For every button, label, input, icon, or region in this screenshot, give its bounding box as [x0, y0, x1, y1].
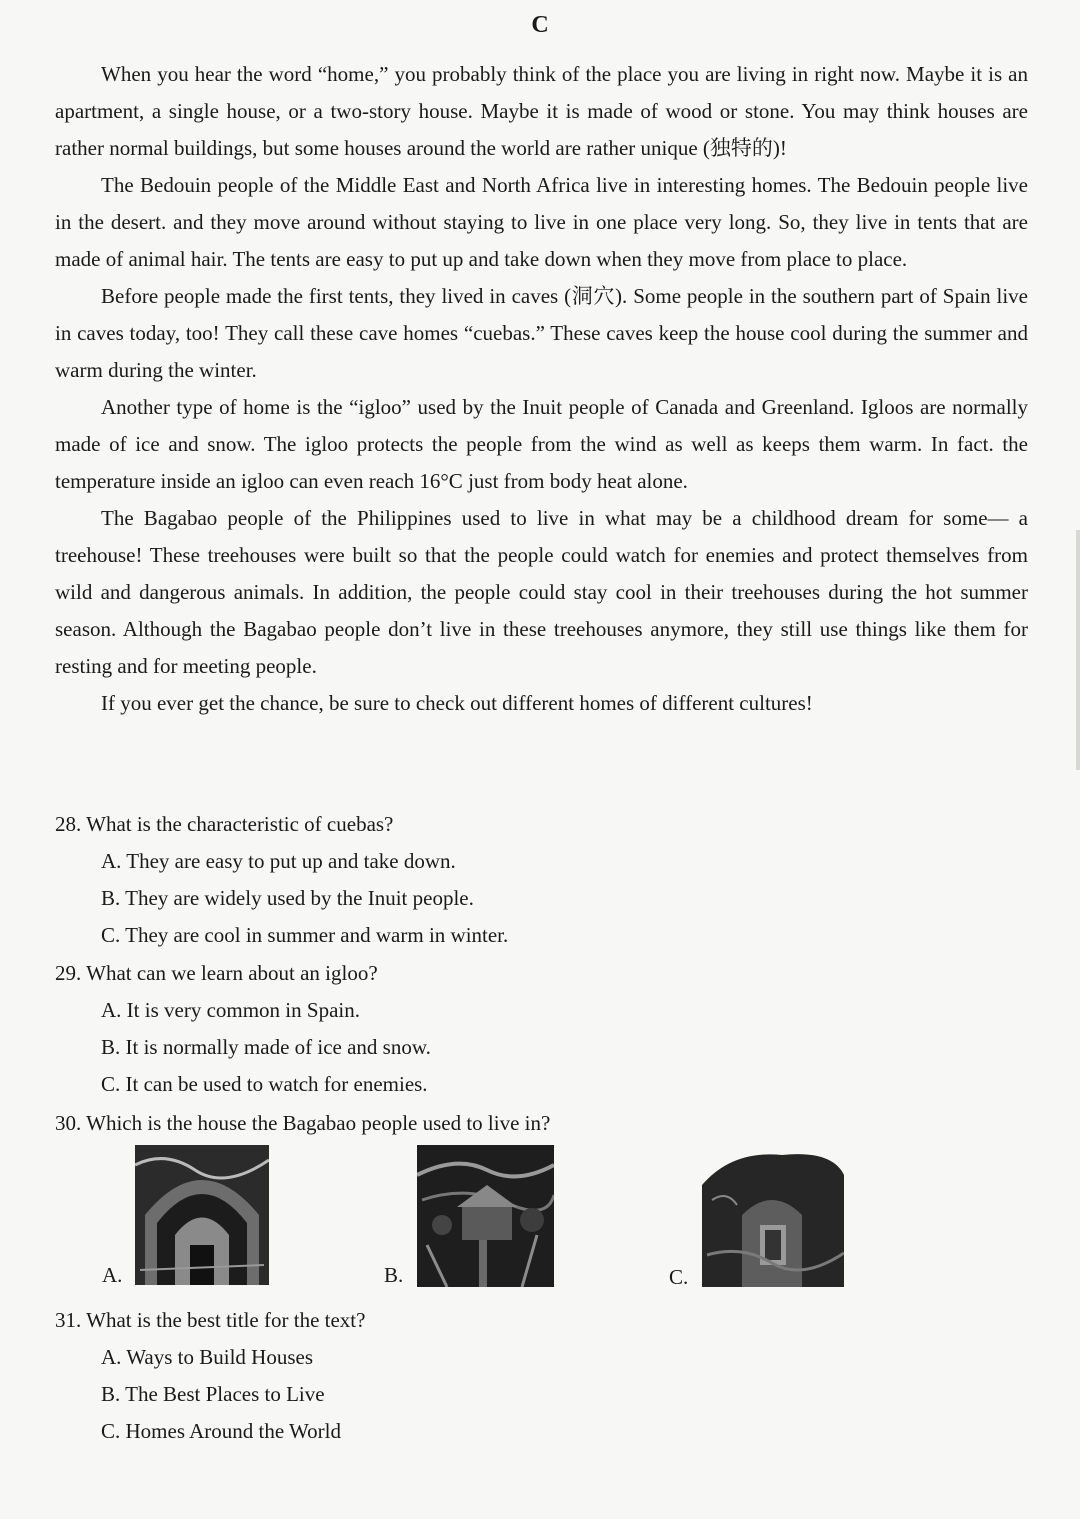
answer-option: B. The Best Places to Live — [101, 1382, 325, 1406]
passage-paragraph: When you hear the word “home,” you probably think of the place you are living in right now. Maybe it is an apartment, a single house, or a two-story house. Maybe it is made of wood or stone. You may think houses are rather normal buildings, but some houses around the world are rather unique (独特的)! — [55, 62, 1028, 160]
picture-label-a: A. — [102, 1263, 123, 1287]
page-edge-shadow — [1076, 530, 1080, 770]
answer-option: C. It can be used to watch for enemies. — [101, 1072, 428, 1096]
answer-option: A. It is very common in Spain. — [101, 998, 360, 1022]
passage-paragraph: The Bedouin people of the Middle East and North Africa live in interesting homes. The Bedouin people live in the desert. and they move around without staying to live in one place very long. So, they live in tents that are made of animal hair. The tents are easy to put up and take down when they move from place to place. — [55, 173, 1028, 271]
reading-passage — [55, 56, 1028, 722]
passage-paragraph: Another type of home is the “igloo” used by the Inuit people of Canada and Greenland. Igloos are normally made of ice and snow. The igloo protects the people from the wind as well as keeps them warm. In fact. the temperature inside an igloo can even reach 16°C just from body heat alone. — [55, 395, 1028, 493]
answer-option: C. Homes Around the World — [101, 1419, 341, 1443]
picture-c-cave-home — [702, 1145, 844, 1287]
picture-b-treehouse — [417, 1145, 554, 1287]
question-31 — [55, 1302, 1028, 1450]
answer-option: A. They are easy to put up and take down. — [101, 849, 456, 873]
passage-paragraph: If you ever get the chance, be sure to check out different homes of different cultures! — [101, 691, 813, 715]
picture-a-arched-hut — [135, 1145, 269, 1285]
answer-option: B. It is normally made of ice and snow. — [101, 1035, 431, 1059]
question-30 — [55, 1105, 1028, 1142]
passage-paragraph: Before people made the first tents, they lived in caves (洞穴). Some people in the southern part of Spain live in caves today, too! They call these cave homes “cuebas.” These caves keep the house cool during the summer and warm during the winter. — [55, 284, 1028, 382]
question-29 — [55, 955, 1028, 1103]
question-stem: 28. What is the characteristic of cuebas? — [55, 812, 394, 836]
question-stem: 31. What is the best title for the text? — [55, 1308, 366, 1332]
passage-paragraph: The Bagabao people of the Philippines used to live in what may be a childhood dream for some— a treehouse! These treehouses were built so that the people could watch for enemies and protect themselves from wild and dangerous animals. In addition, the people could stay cool in their treehouses during the hot summer season. Although the Bagabao people don’t live in these treehouses anymore, they still use things like them for resting and for meeting people. — [55, 506, 1028, 678]
answer-option: C. They are cool in summer and warm in winter. — [101, 923, 509, 947]
answer-option: A. Ways to Build Houses — [101, 1345, 314, 1369]
picture-label-b: B. — [384, 1263, 404, 1287]
question-stem: 30. Which is the house the Bagabao people used to live in? — [55, 1111, 551, 1135]
question-28 — [55, 806, 1028, 954]
answer-option: B. They are widely used by the Inuit people. — [101, 886, 474, 910]
picture-label-c: C. — [669, 1265, 689, 1289]
section-heading: C — [531, 12, 549, 38]
question-stem: 29. What can we learn about an igloo? — [55, 961, 378, 985]
